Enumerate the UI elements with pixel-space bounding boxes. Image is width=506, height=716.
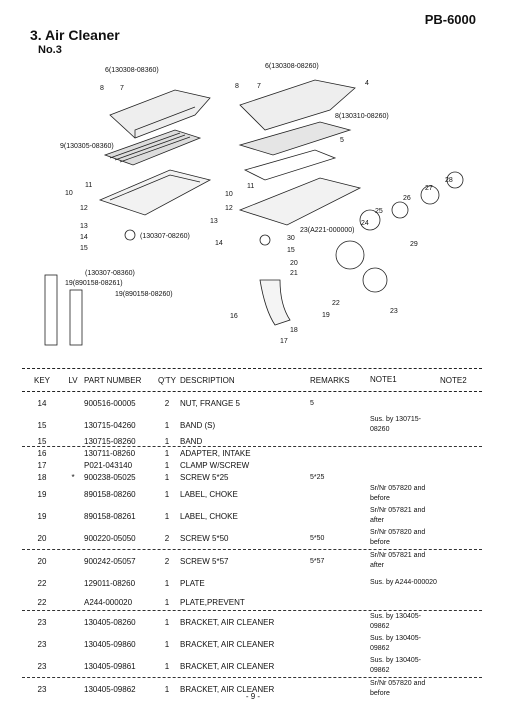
col-part-number: PART NUMBER — [84, 375, 142, 385]
cell-note1: Sr/Nr 057820 and before — [370, 680, 426, 697]
cell-note1: Sus. by 130405-09862 — [370, 613, 421, 630]
cell-part: 900516-00005 — [84, 398, 136, 408]
cell-key: 23 — [37, 684, 47, 694]
label-l9: 9(130305-08360) — [60, 143, 114, 150]
cell-qty: 1 — [164, 578, 170, 588]
cell-part: 129011-08260 — [84, 578, 136, 588]
cell-part: 130405-09861 — [84, 661, 136, 671]
col-note2: NOTE2 — [440, 375, 467, 385]
cell-note1: Sus. by 130405-09862 — [370, 635, 421, 652]
cell-note1: Sus. by 130405-09862 — [370, 657, 421, 674]
model-number: PB-6000 — [424, 12, 476, 27]
cell-desc: BRACKET, AIR CLEANER — [180, 639, 275, 649]
cell-part: 130405-09862 — [84, 684, 136, 694]
table-row — [22, 436, 482, 446]
label-l36: 21 — [290, 270, 298, 277]
cell-qty: 1 — [164, 436, 170, 446]
label-l13: 12 — [80, 205, 88, 212]
cell-qty: 1 — [164, 489, 170, 499]
label-l28: 23(A221-000000) — [300, 227, 355, 234]
label-l32: 27 — [425, 185, 433, 192]
table-row — [22, 594, 482, 610]
cell-desc: SCREW 5*57 — [180, 556, 229, 566]
label-l29: 24 — [361, 220, 369, 227]
table-row — [22, 633, 482, 655]
label-l7: 4 — [365, 80, 369, 87]
label-l5: 8 — [235, 83, 239, 90]
cell-qty: 1 — [164, 420, 170, 430]
label-l35: 20 — [290, 260, 298, 267]
cell-qty: 1 — [164, 448, 170, 458]
cell-desc: ADAPTER, INTAKE — [180, 448, 251, 458]
label-l15: 14 — [80, 234, 88, 241]
label-l30: 25 — [375, 208, 383, 215]
label-l39: 17 — [280, 338, 288, 345]
cell-key: 18 — [37, 472, 47, 482]
cell-key: 20 — [37, 556, 47, 566]
parts-diagram — [25, 60, 495, 360]
cell-qty: 1 — [164, 511, 170, 521]
cell-qty: 2 — [164, 556, 170, 566]
label-l21: 11 — [247, 183, 255, 190]
table-row — [22, 414, 482, 436]
cell-desc: BRACKET, AIR CLEANER — [180, 684, 275, 694]
cell-desc: NUT, FRANGE 5 — [180, 398, 241, 408]
table-header — [22, 369, 482, 391]
label-l16: 15 — [80, 245, 88, 252]
table-row — [22, 505, 482, 527]
cell-part: 900238-05025 — [84, 472, 136, 482]
cell-part: 900220-05050 — [84, 533, 136, 543]
label-l1: 6(130308-08360) — [105, 67, 159, 74]
label-l17: (130307-08260) — [140, 233, 190, 240]
cell-qty: 1 — [164, 597, 170, 607]
cell-key: 15 — [37, 436, 47, 446]
label-l41: 22 — [332, 300, 340, 307]
cell-lv: * — [71, 472, 75, 482]
page-subtitle: No.3 — [38, 44, 62, 56]
cell-qty: 1 — [164, 639, 170, 649]
cell-key: 17 — [37, 460, 47, 470]
label-l40: 19 — [322, 312, 330, 319]
cell-key: 20 — [37, 533, 47, 543]
cell-note1: Sr/Nr 057821 and after — [370, 552, 426, 569]
label-l31: 26 — [403, 195, 411, 202]
label-l22: 10 — [225, 191, 233, 198]
cell-desc: BAND (S) — [180, 420, 216, 430]
cell-desc: BAND — [180, 436, 203, 446]
table-row — [22, 392, 482, 414]
table-row — [22, 459, 482, 471]
cell-part: 130711-08260 — [84, 448, 136, 458]
cell-qty: 1 — [164, 684, 170, 694]
cell-remarks: 5*57 — [310, 557, 325, 565]
cell-part: A244-000020 — [84, 597, 133, 607]
cell-desc: SCREW 5*25 — [180, 472, 229, 482]
cell-remarks: 5 — [310, 399, 314, 407]
col-description: DESCRIPTION — [180, 375, 235, 385]
table-row — [22, 527, 482, 549]
label-l2: 6(130308-08260) — [265, 63, 319, 70]
label-l19: 19(890158-08261) — [65, 280, 123, 287]
cell-desc: BRACKET, AIR CLEANER — [180, 661, 275, 671]
label-l8: 8(130310-08260) — [335, 113, 389, 120]
cell-note1: Sr/Nr 057820 and before — [370, 529, 426, 546]
cell-qty: 1 — [164, 617, 170, 627]
page-number: - 9 - — [245, 692, 261, 701]
table-row — [22, 572, 482, 594]
label-l18: (130307-08360) — [85, 270, 135, 277]
cell-part: 130405-08260 — [84, 617, 136, 627]
table-row — [22, 655, 482, 677]
cell-key: 19 — [37, 489, 47, 499]
label-l23: 12 — [225, 205, 233, 212]
cell-qty: 2 — [164, 533, 170, 543]
parts-table — [22, 368, 482, 700]
cell-key: 23 — [37, 617, 47, 627]
label-l14: 13 — [80, 223, 88, 230]
cell-key: 14 — [37, 398, 47, 408]
col-lv: LV — [68, 375, 78, 385]
cell-note1: Sus. by 130715-08260 — [370, 416, 421, 433]
cell-remarks: 5*25 — [310, 473, 325, 481]
cell-qty: 1 — [164, 472, 170, 482]
label-l10: 5 — [340, 137, 344, 144]
table-body — [22, 392, 482, 700]
cell-part: P021-043140 — [84, 460, 133, 470]
label-l37: 16 — [230, 313, 238, 320]
cell-part: 130405-09860 — [84, 639, 136, 649]
cell-key: 23 — [37, 661, 47, 671]
cell-key: 16 — [37, 448, 47, 458]
cell-part: 130715-04260 — [84, 420, 136, 430]
cell-desc: BRACKET, AIR CLEANER — [180, 617, 275, 627]
label-l33: 28 — [445, 177, 453, 184]
cell-note1: Sr/Nr 057820 and before — [370, 485, 426, 502]
label-l24: 13 — [210, 218, 218, 225]
label-l11: 11 — [85, 182, 93, 189]
cell-qty: 1 — [164, 460, 170, 470]
label-l12: 10 — [65, 190, 73, 197]
table-row — [22, 483, 482, 505]
table-row — [22, 446, 482, 459]
cell-key: 23 — [37, 639, 47, 649]
cell-part: 890158-08261 — [84, 511, 136, 521]
cell-desc: CLAMP W/SCREW — [180, 460, 250, 470]
cell-key: 15 — [37, 420, 47, 430]
table-row — [22, 549, 482, 572]
table-row — [22, 610, 482, 633]
cell-key: 19 — [37, 511, 47, 521]
cell-qty: 1 — [164, 661, 170, 671]
label-l25: 14 — [215, 240, 223, 247]
label-l6: 7 — [257, 83, 261, 90]
cell-desc: SCREW 5*50 — [180, 533, 229, 543]
col-remarks: REMARKS — [310, 375, 350, 385]
col-key: KEY — [33, 375, 50, 385]
cell-desc: PLATE,PREVENT — [180, 597, 245, 607]
cell-key: 22 — [37, 597, 47, 607]
label-l20: 19(890158-08260) — [115, 291, 173, 298]
label-l4: 7 — [120, 85, 124, 92]
page-title: 3. Air Cleaner — [30, 27, 120, 43]
label-l3: 8 — [100, 85, 104, 92]
label-l27: 15 — [287, 247, 295, 254]
cell-remarks: 5*50 — [310, 534, 325, 542]
cell-part: 890158-08260 — [84, 489, 136, 499]
label-l42: 23 — [390, 308, 398, 315]
cell-part: 130715-08260 — [84, 436, 136, 446]
label-l34: 29 — [410, 241, 418, 248]
col-note1: NOTE1 — [370, 375, 397, 384]
cell-desc: PLATE — [180, 578, 205, 588]
cell-part: 900242-05057 — [84, 556, 136, 566]
table-row — [22, 471, 482, 483]
cell-key: 22 — [37, 578, 47, 588]
cell-note1: Sr/Nr 057821 and after — [370, 507, 426, 524]
label-l26: 30 — [287, 235, 295, 242]
cell-qty: 2 — [164, 398, 170, 408]
col-qty: Q'TY — [158, 375, 176, 385]
cell-desc: LABEL, CHOKE — [180, 489, 238, 499]
cell-desc: LABEL, CHOKE — [180, 511, 238, 521]
cell-note1: Sus. by A244-000020 — [370, 579, 437, 586]
label-l38: 18 — [290, 327, 298, 334]
